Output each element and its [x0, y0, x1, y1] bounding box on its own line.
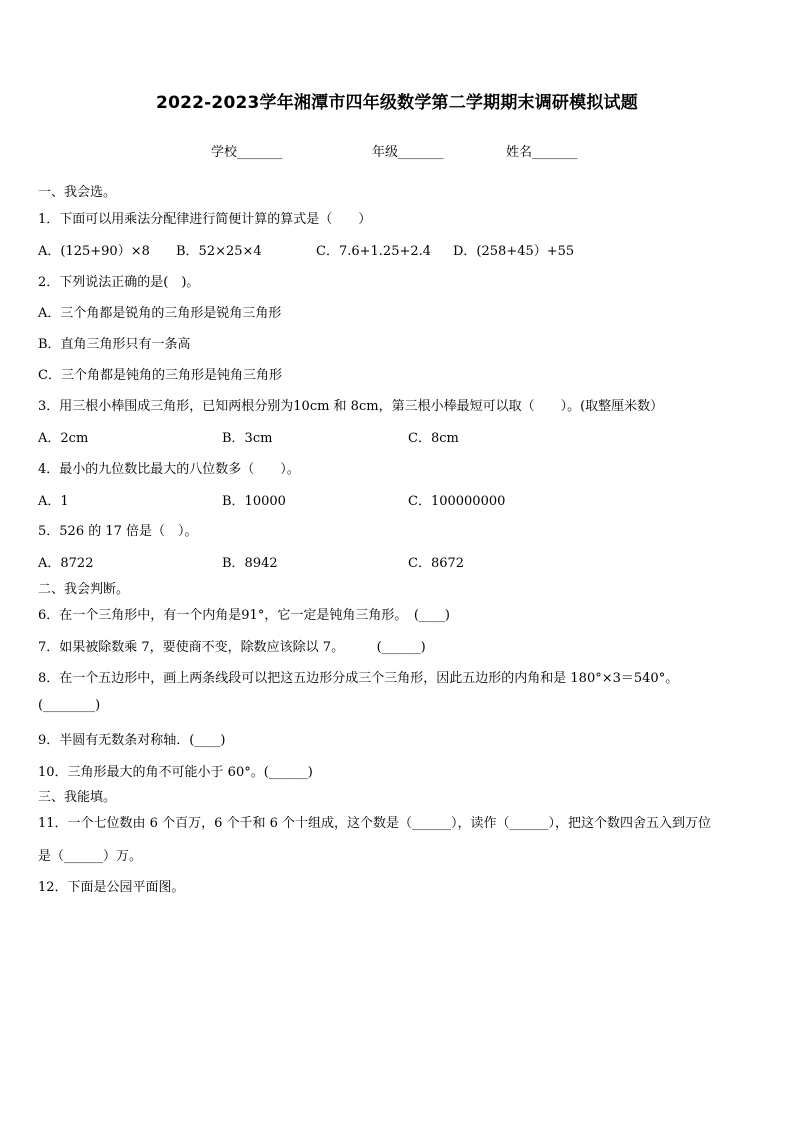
question-1-option-d: D．(258+45）+55	[453, 244, 575, 259]
question-11-line-1: 11．一个七位数由 6 个百万，6 个千和 6 个十组成，这个数是（______），读作（______），把这个数四舍五入到万位	[38, 816, 712, 831]
question-5-option-c: C．8672	[408, 556, 465, 571]
section-heading-judge: 二、我会判断。	[38, 582, 130, 597]
question-6: 6．在一个三角形中，有一个内角是91°，它一定是钝角三角形。 (____)	[38, 608, 450, 623]
question-1-option-c: C．7.6+1.25+2.4	[316, 244, 432, 259]
question-5-stem: 5．526 的 17 倍是（ ）。	[38, 524, 198, 539]
question-2-option-b: B．直角三角形只有一条高	[38, 337, 191, 352]
question-8-blank: (________)	[38, 698, 101, 713]
question-7: 7．如果被除数乘 7，要使商不变，除数应该除以 7。 (______)	[38, 640, 426, 655]
question-2-option-a: A．三个角都是锐角的三角形是锐角三角形	[38, 306, 282, 321]
question-3-option-a: A．2cm	[38, 431, 89, 446]
question-9: 9．半圆有无数条对称轴．(____)	[38, 733, 226, 748]
question-11-line-2: 是（______）万。	[38, 849, 143, 864]
name-field: 姓名_______	[506, 145, 578, 160]
question-4-stem: 4．最小的九位数比最大的八位数多（ ）。	[38, 462, 300, 477]
section-heading-fill: 三、我能填。	[38, 790, 117, 805]
question-4-option-b: B．10000	[222, 494, 286, 509]
exam-title: 2022-2023学年湘潭市四年级数学第二学期期末调研模拟试题	[156, 93, 638, 113]
question-4-option-a: A．1	[38, 494, 69, 509]
school-field: 学校_______	[211, 145, 283, 160]
question-2-stem: 2．下列说法正确的是( )。	[38, 275, 200, 290]
question-5-option-a: A．8722	[38, 556, 94, 571]
question-1-option-a: A．(125+90）×8	[38, 244, 150, 259]
grade-field: 年级_______	[372, 145, 444, 160]
question-3-option-b: B．3cm	[222, 431, 273, 446]
section-heading-choice: 一、我会选。	[38, 185, 117, 200]
question-1-option-b: B．52×25×4	[176, 244, 262, 259]
question-3-option-c: C．8cm	[408, 431, 459, 446]
question-2-option-c: C．三个角都是钝角的三角形是钝角三角形	[38, 368, 282, 383]
question-4-option-c: C．100000000	[408, 494, 506, 509]
question-8: 8．在一个五边形中，画上两条线段可以把这五边形分成三个三角形，因此五边形的内角和是 180°×3＝540°。	[38, 671, 679, 686]
question-3-stem: 3．用三根小棒围成三角形，已知两根分别为10cm 和 8cm，第三根小棒最短可以取（ ）。(取整厘米数）	[38, 399, 664, 414]
question-1-stem: 1．下面可以用乘法分配律进行简便计算的算式是（ ）	[38, 212, 372, 227]
question-10: 10．三角形最大的角不可能小于 60°。(______)	[38, 765, 313, 780]
question-12: 12．下面是公园平面图。	[38, 880, 185, 895]
question-5-option-b: B．8942	[222, 556, 278, 571]
